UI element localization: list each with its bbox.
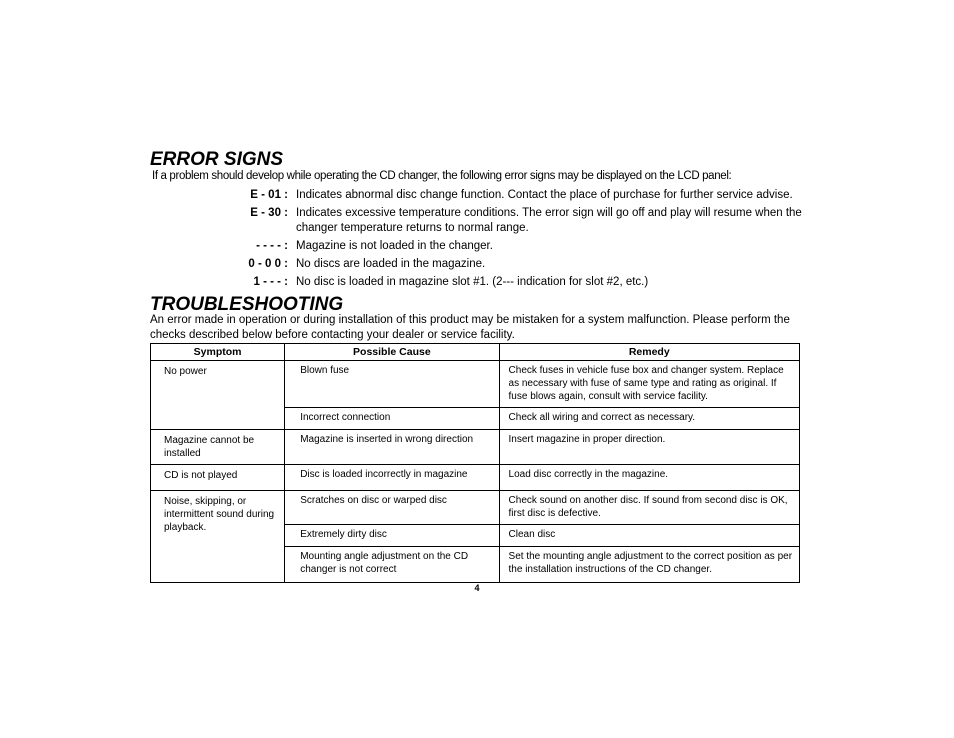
cause-cell: Blown fuse [285,361,499,408]
error-description: No discs are loaded in the magazine. [296,258,486,270]
cause-cell: Incorrect connection [285,408,499,430]
remedy-cell: Insert magazine in proper direction. [499,430,799,465]
remedy-cell: Load disc correctly in the magazine. [499,465,799,491]
symptom-cell: CD is not played [151,465,285,491]
remedy-cell: Check sound on another disc. If sound from second disc is OK, first disc is defective. [499,491,799,525]
remedy-cell: Set the mounting angle adjustment to the correct position as per the installation instructions of the CD changer. [499,547,799,583]
cause-cell: Extremely dirty disc [285,525,499,547]
symptom-header: Symptom [151,344,285,361]
cause-header: Possible Cause [285,344,499,361]
remedy-cell: Check fuses in vehicle fuse box and changer system. Replace as necessary with fuse of same type and rating as original. If fuse blows again, consult with service facility. [499,361,799,408]
error-code: 1 - - - : [253,276,288,288]
cause-cell: Mounting angle adjustment on the CD changer is not correct [285,547,499,583]
error-code: E - 30 : [250,207,288,219]
error-code: - - - - : [256,240,288,252]
error-description: Indicates excessive temperature conditions. The error sign will go off and play will resume when the changer temperature returns to normal range. [296,207,802,234]
error-description: Magazine is not loaded in the changer. [296,240,493,252]
table-row [151,465,800,491]
table-row [151,430,800,465]
error-code: 0 - 0 0 : [248,258,288,270]
symptom-cell: Magazine cannot be installed [151,430,285,465]
error-signs-intro: If a problem should develop while operating the CD changer, the following error signs may be displayed on the LCD panel: [152,170,732,182]
troubleshooting-intro: An error made in operation or during installation of this product may be mistaken for a system malfunction. Please perform the checks described below before contacting your dealer or service facility. [150,314,790,341]
error-code: E - 01 : [250,189,288,201]
error-description: Indicates abnormal disc change function. Contact the place of purchase for further service advise. [296,189,793,201]
troubleshooting-table [150,343,800,583]
remedy-cell: Clean disc [499,525,799,547]
page-number: 4 [474,583,480,593]
cause-cell: Disc is loaded incorrectly in magazine [285,465,499,491]
troubleshooting-heading: TROUBLESHOOTING [150,294,344,315]
symptom-cell: No power [151,361,285,430]
cause-cell: Magazine is inserted in wrong direction [285,430,499,465]
table-header-row [151,344,800,361]
cause-cell: Scratches on disc or warped disc [285,491,499,525]
error-signs-heading: ERROR SIGNS [150,149,284,170]
table-row [151,361,800,408]
table-row [151,491,800,525]
remedy-cell: Check all wiring and correct as necessary. [499,408,799,430]
remedy-header: Remedy [499,344,799,361]
error-description: No disc is loaded in magazine slot #1. (2--- indication for slot #2, etc.) [296,276,649,288]
symptom-cell: Noise, skipping, or intermittent sound during playback. [151,491,285,583]
